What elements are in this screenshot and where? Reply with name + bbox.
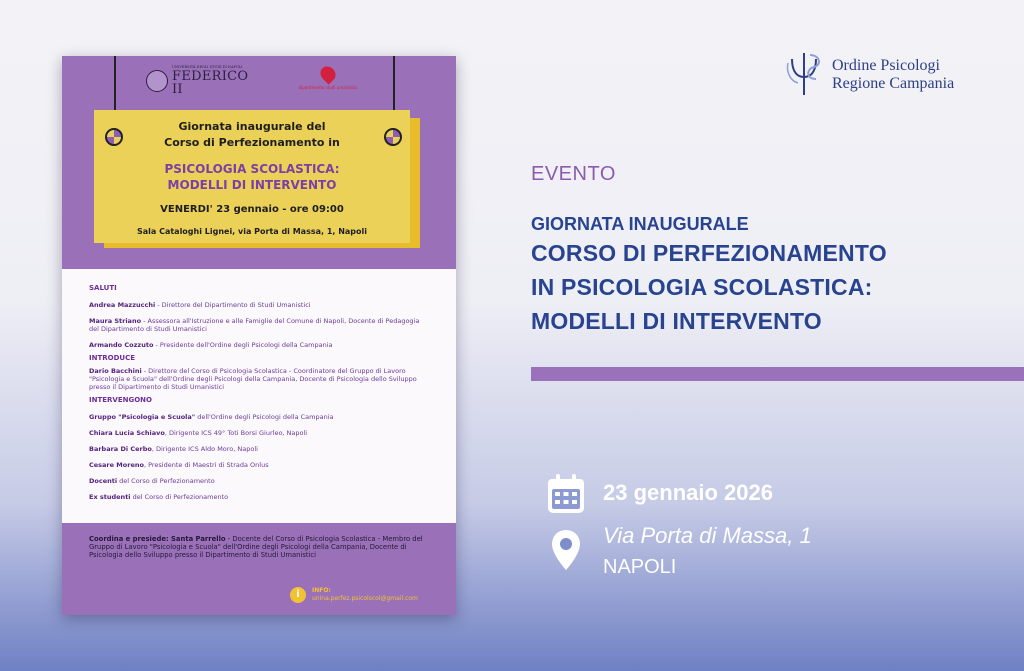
saluti-heading: SALUTI — [89, 284, 117, 292]
speaker-role: - Presidente dell'Ordine degli Psicologi della Campania — [153, 341, 333, 349]
speaker-item — [89, 317, 429, 333]
speaker-name: Dario Bacchini — [89, 367, 142, 375]
speaker-role: - Direttore del Dipartimento di Studi Umanistici — [155, 301, 311, 309]
speaker-name: Gruppo "Psicologia e Scuola" — [89, 413, 196, 421]
flyer-footer — [62, 523, 456, 615]
speaker-role: dell'Ordine degli Psicologi della Campania — [195, 413, 334, 421]
introduce-heading: INTRODUCE — [89, 354, 135, 362]
purple-divider — [531, 367, 1024, 381]
speaker-name: Armando Cozzuto — [89, 341, 154, 349]
speaker-name: Barbara Di Cerbo — [89, 445, 152, 453]
speaker-name: Maura Striano — [89, 317, 142, 325]
info-icon: i — [290, 587, 306, 603]
speaker-item — [89, 477, 429, 485]
flyer-header — [62, 56, 456, 269]
flyer-intro-line1: Giornata inaugurale del — [178, 120, 326, 133]
speaker-name: Ex studenti — [89, 493, 131, 501]
university-small-text: UNIVERSITÀ DEGLI STUDI DI NAPOLI — [172, 65, 243, 70]
calendar-icon — [546, 473, 586, 515]
flyer-course-title-line2: MODELLI DI INTERVENTO — [167, 178, 337, 192]
flyer-course-title-line1: PSICOLOGIA SCOLASTICA: — [164, 162, 340, 176]
intervengono-heading: INTERVENGONO — [89, 396, 152, 404]
speaker-item — [89, 301, 429, 309]
speaker-item — [89, 413, 429, 421]
flyer-venue: Sala Cataloghi Lignei, via Porta di Massa, 1, Napoli — [136, 227, 368, 236]
info-email: unina.perfez.psicolscol@gmail.com — [312, 595, 418, 602]
event-date: 23 gennaio 2026 — [603, 480, 773, 505]
speaker-item — [89, 341, 429, 349]
department-logo-text: dipartimento studi umanistici — [298, 85, 358, 90]
event-title-line4: MODELLI DI INTERVENTO — [531, 308, 822, 334]
ordine-psicologi-logo — [784, 49, 964, 97]
speaker-item — [89, 367, 429, 391]
psi-symbol-icon — [784, 49, 826, 97]
event-city: NAPOLI — [603, 556, 677, 578]
speaker-role: del Corso di Perfezionamento — [117, 477, 215, 485]
university-seal-icon — [146, 70, 168, 92]
brand-name-line1: Ordine Psicologi — [832, 57, 940, 74]
coordina-description: - Docente del Corso di Psicologia Scolastica - Membro del Gruppo di Lavoro "Psicologia e Scuola" dell'Ordine degli Psicologi della Campania, Docente di Psicologia dello Sviluppo presso il Dipartimento di Studi Umanistici — [89, 535, 423, 559]
speaker-role: - Assessora all'Istruzione e alle Famiglie del Comune di Napoli, Docente di Pedagogia del Dipartimento di Studi Umanistici — [89, 317, 420, 333]
speaker-role: del Corso di Perfezionamento — [130, 493, 229, 501]
flyer-intro-line2: Corso di Perfezionamento in — [164, 136, 340, 149]
speaker-name: Cesare Moreno — [89, 461, 144, 469]
yellow-title-card — [94, 110, 410, 243]
event-title-line3: IN PSICOLOGIA SCOLASTICA: — [531, 274, 873, 300]
department-mark-icon — [317, 63, 338, 84]
speaker-name: Andrea Mazzucchi — [89, 301, 156, 309]
speaker-item — [89, 445, 429, 453]
info-label: INFO: — [312, 587, 331, 594]
event-label: EVENTO — [531, 163, 616, 185]
federico-ii-logo — [146, 65, 250, 97]
event-address: Via Porta di Massa, 1 — [603, 523, 812, 548]
event-title-line2: CORSO DI PERFEZIONAMENTO — [531, 240, 887, 266]
coordina-label: Coordina e presiede: Santa Parrello — [89, 535, 226, 543]
speaker-item — [89, 493, 429, 501]
speaker-role: , Presidente di Maestri di Strada Onlus — [143, 461, 269, 469]
coordina-text — [89, 535, 429, 559]
event-title-line1: GIORNATA INAUGURALE — [531, 214, 749, 234]
speaker-role: , Dirigente ICS 49° Toti Borsi Giurleo, Napoli — [164, 429, 308, 437]
speaker-item — [89, 429, 429, 437]
speaker-role: , Dirigente ICS Aldo Moro, Napoli — [151, 445, 258, 453]
university-name: FEDERICO II — [172, 68, 249, 97]
speaker-name: Docenti — [89, 477, 118, 485]
location-pin-icon — [551, 529, 581, 571]
brand-name-line2: Regione Campania — [832, 75, 955, 92]
speaker-item — [89, 461, 429, 469]
speaker-name: Chiara Lucia Schiavo — [89, 429, 165, 437]
department-logo — [298, 66, 358, 98]
flyer-date-time: VENERDI' 23 gennaio - ore 09:00 — [160, 204, 344, 215]
event-flyer — [62, 56, 456, 615]
speaker-role: - Direttore del Corso di Psicologia Scolastica - Coordinatore del Gruppo di Lavoro "Psicologia e Scuola" dell'Ordine degli Psicologi della Campania, Docente di Psicologia dello Sviluppo presso il Dipartimento di Studi Umanistici — [89, 367, 417, 391]
flyer-program — [62, 269, 456, 523]
